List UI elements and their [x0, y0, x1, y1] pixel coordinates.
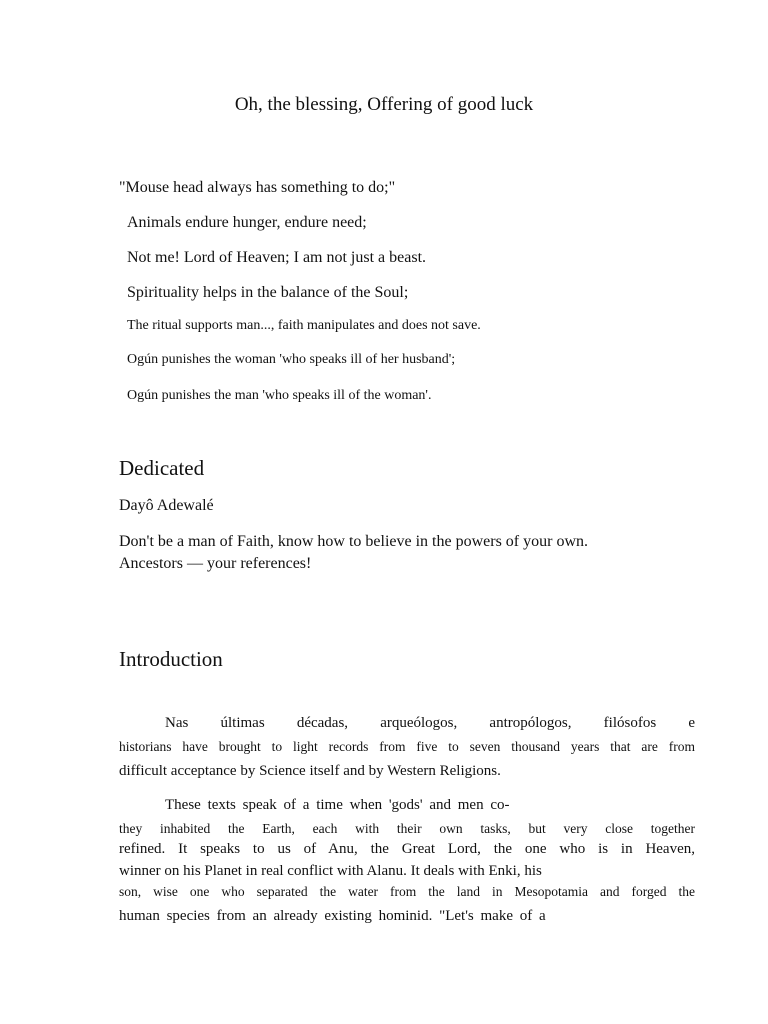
dedication-name: Dayô Adewalé — [119, 497, 214, 514]
paragraph-line: Nas últimas décadas, arqueólogos, antropólogos, filósofos e — [165, 715, 695, 731]
poem-line-3: Not me! Lord of Heaven; I am not just a beast. — [127, 249, 427, 266]
poem-line-5: The ritual supports man..., faith manipulates and does not save. — [127, 318, 481, 333]
paragraph-line: they inhabited the Earth, each with their own tasks, but very close together — [119, 821, 695, 836]
paragraph-line: human species from an already existing hominid. "Let's make of a — [119, 908, 546, 924]
poem-line-4: Spirituality helps in the balance of the Soul; — [127, 284, 409, 301]
paragraph-line: historians have brought to light records from five to seven thousand years that are from — [119, 739, 695, 754]
poem-line-6: Ogún punishes the woman 'who speaks ill of her husband'; — [127, 352, 456, 367]
dedicated-heading: Dedicated — [119, 456, 205, 480]
intro-paragraph-1 — [119, 715, 695, 787]
paragraph-line: difficult acceptance by Science itself and by Western Religions. — [119, 763, 501, 779]
dedication-line-1: Don't be a man of Faith, know how to believe in the powers of your own. — [119, 533, 589, 550]
poem-line-7: Ogún punishes the man 'who speaks ill of the woman'. — [127, 388, 432, 403]
intro-paragraph-2 — [119, 797, 695, 932]
poem-line-1: "Mouse head always has something to do;" — [119, 179, 396, 196]
paragraph-line: winner on his Planet in real conflict with Alanu. It deals with Enki, his — [119, 863, 542, 879]
page-title: Oh, the blessing, Offering of good luck — [234, 94, 534, 115]
paragraph-line: These texts speak of a time when 'gods' and men co- — [165, 797, 510, 813]
dedication-line-2: Ancestors — your references! — [119, 555, 312, 572]
paragraph-line: son, wise one who separated the water from the land in Mesopotamia and forged the — [119, 884, 695, 899]
poem-line-2: Animals endure hunger, endure need; — [127, 214, 367, 231]
introduction-heading: Introduction — [119, 647, 223, 671]
paragraph-line: refined. It speaks to us of Anu, the Great Lord, the one who is in Heaven, — [119, 841, 695, 857]
